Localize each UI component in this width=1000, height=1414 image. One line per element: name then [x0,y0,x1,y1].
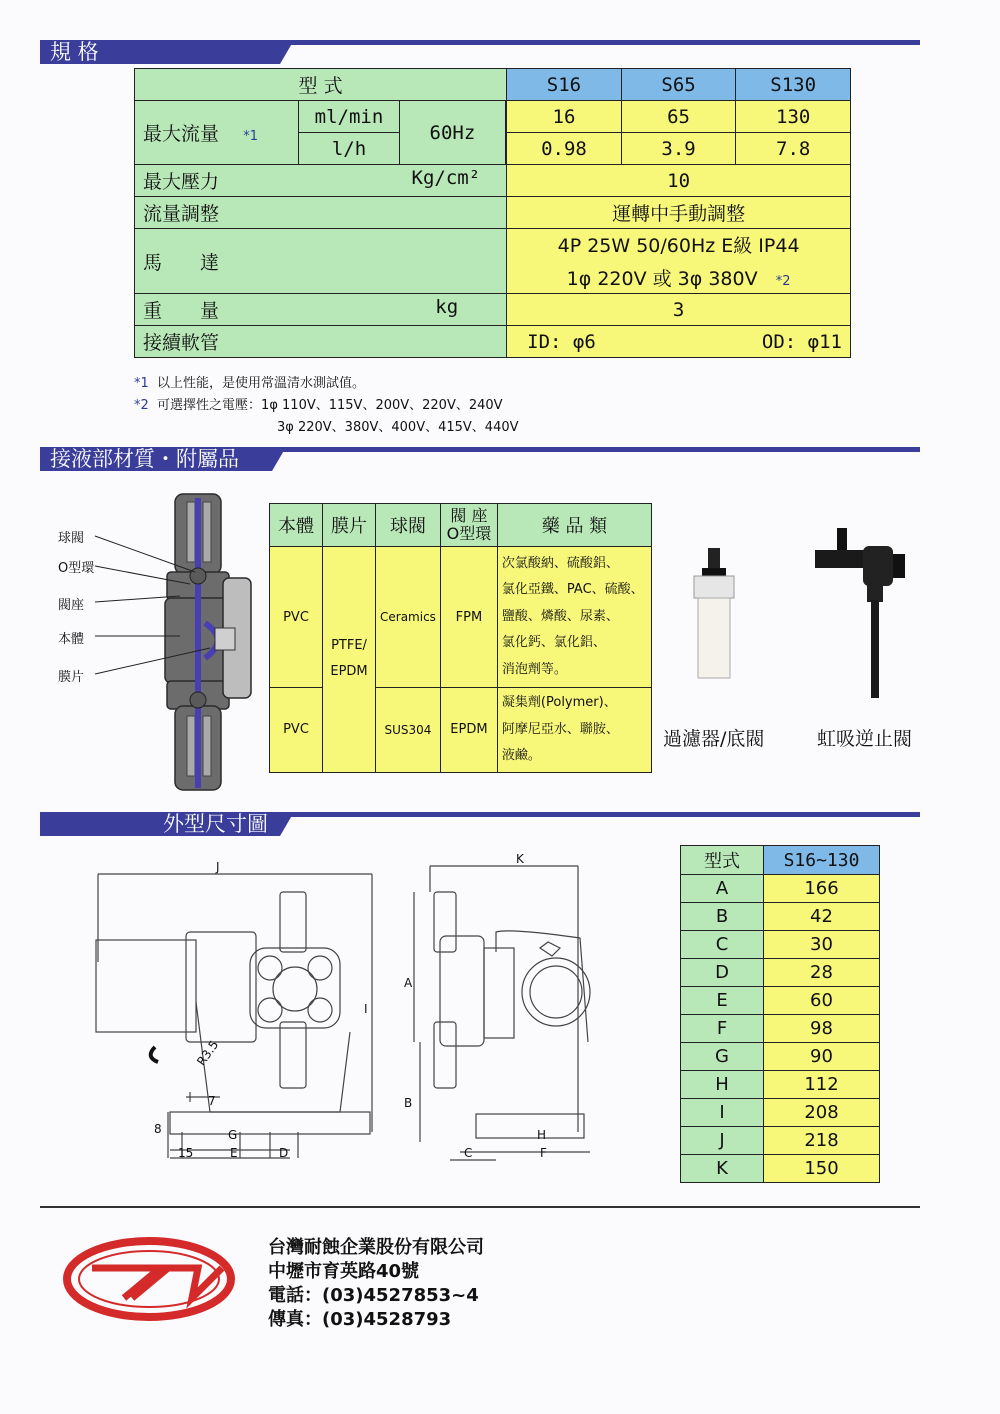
dim-val-a: 166 [764,875,880,903]
dim-val-f: 98 [764,1015,880,1043]
mat-header-body: 本體 [270,504,323,547]
mat-row2-seat: EPDM [440,688,497,773]
dim-key-j: J [681,1127,764,1155]
filter-foot-valve-label: 過濾器/底閥 [663,728,765,750]
pump-head-section-diagram [55,488,265,798]
dim-label-f: F [540,1146,547,1160]
flow-ml-s65: 65 [621,101,736,133]
company-logo [62,1236,236,1322]
dim-val-d: 28 [764,959,880,987]
note-1: *1 以上性能，是使用常溫清水測試值。 [134,376,366,391]
front-view-drawing [90,852,390,1172]
hose-od: OD: φ11 [761,330,842,353]
materials-table [269,503,652,773]
flow-l-s130: 7.8 [736,133,851,165]
model-s16: S16 [507,69,622,101]
dim-label-8: 8 [154,1122,162,1136]
diagram-label-diaphragm: 膜片 [58,670,85,685]
dim-label-i: I [364,1002,368,1016]
dim-label-c: C [464,1146,473,1160]
dim-val-e: 60 [764,987,880,1015]
dim-key-d: D [681,959,764,987]
adjust-label: 流量調整 [135,197,507,229]
spec-header-type: 型 式 [135,69,507,101]
company-phone: 電話：(03)4527853~4 [268,1285,479,1306]
mat-row2-chemicals: 凝集劑(Polymer)、 阿摩尼亞水、聯胺、 液鹼。 [497,688,651,773]
mat-diaphragm: PTFE/ EPDM [323,547,376,773]
filter-foot-valve-image [688,548,740,680]
dim-val-i: 208 [764,1099,880,1127]
dim-label-15: 15 [178,1146,194,1160]
hose-value [507,326,851,358]
dim-label-j: J [216,860,220,874]
footer-divider [40,1206,920,1208]
mat-row1-body: PVC [270,547,323,688]
diagram-label-body: 本體 [58,632,85,647]
dim-val-g: 90 [764,1043,880,1071]
motor-line1: 4P 25W 50/60Hz E級 IP44 [557,235,800,257]
dim-key-k: K [681,1155,764,1183]
dim-label-k: K [516,852,524,866]
adjust-value: 運轉中手動調整 [507,197,851,229]
dim-label-7: 7 [208,1094,216,1108]
dim-key-h: H [681,1071,764,1099]
freq: 60Hz [399,101,505,165]
dim-val-c: 30 [764,931,880,959]
dim-key-b: B [681,903,764,931]
dim-key-i: I [681,1099,764,1127]
dim-label-g: G [228,1128,238,1142]
flow-l-s16: 0.98 [507,133,622,165]
mat-header-diaphragm: 膜片 [323,504,376,547]
flow-l-s65: 3.9 [621,133,736,165]
diagram-label-ball-valve: 球閥 [58,531,85,546]
dim-key-e: E [681,987,764,1015]
dim-key-c: C [681,931,764,959]
company-fax: 傳真：(03)4528793 [268,1309,452,1330]
mat-header-ball: 球閥 [376,504,441,547]
dim-label-h: H [537,1128,547,1142]
hose-id: ID: φ6 [527,330,596,353]
pressure-row [135,165,507,197]
pressure-label: 最大壓力 [143,171,220,193]
hose-label: 接續軟管 [135,326,507,358]
weight-value: 3 [507,294,851,326]
dim-label-a: A [404,976,413,990]
note-2-line2: 3φ 220V、380V、400V、415V、440V [277,420,519,435]
mat-row2-ball: SUS304 [376,688,441,773]
flow-ml-s130: 130 [736,101,851,133]
section-title-dimensions: 外型尺寸圖 [40,812,280,836]
siphon-check-valve-label: 虹吸逆止閥 [817,728,913,750]
company-name: 台灣耐蝕企業股份有限公司 [268,1237,484,1258]
motor-value [507,229,851,294]
pressure-unit: Kg/cm² [411,167,481,189]
flow-ml-s16: 16 [507,101,622,133]
unit-lh: l/h [299,133,399,165]
dim-key-g: G [681,1043,764,1071]
model-s130: S130 [736,69,851,101]
weight-unit: kg [435,296,459,318]
dim-val-j: 218 [764,1127,880,1155]
section-title-spec: 規 格 [40,40,280,64]
dim-label-d: D [279,1146,289,1160]
motor-line2: 1φ 220V 或 3φ 380V *2 [566,268,791,290]
diagram-label-valve-seat: 閥座 [58,598,85,613]
dim-key-f: F [681,1015,764,1043]
mat-row1-chemicals: 次氯酸納、硫酸鋁、 氯化亞鐵、PAC、硫酸、 鹽酸、燐酸、尿素、 氯化鈣、氯化鋁、 消泡劑等。 [497,547,651,688]
spec-table [134,68,851,358]
weight-row [135,294,507,326]
diagram-label-o-ring: O型環 [58,561,95,576]
mat-header-seat: 閥 座 O型環 [440,504,497,547]
dim-header-type: 型式 [681,846,764,875]
motor-label: 馬 達 [135,229,507,294]
unit-mlmin: ml/min [299,101,399,133]
model-s65: S65 [621,69,736,101]
dim-label-r35: R3.5 [194,1037,222,1069]
company-address: 中壢市育英路40號 [268,1261,420,1282]
dim-key-a: A [681,875,764,903]
mat-header-chemicals: 藥 品 類 [497,504,651,547]
dim-label-b: B [404,1096,413,1110]
dim-val-h: 112 [764,1071,880,1099]
dim-val-k: 150 [764,1155,880,1183]
dim-val-b: 42 [764,903,880,931]
mat-row1-seat: FPM [440,547,497,688]
siphon-check-valve-image [813,528,913,700]
dimension-table [680,845,880,1183]
mat-row1-ball: Ceramics [376,547,441,688]
weight-label: 重 量 [143,300,220,322]
note-2: *2 可選擇性之電壓：1φ 110V、115V、200V、220V、240V [134,398,503,413]
mat-row2-body: PVC [270,688,323,773]
side-view-drawing [400,852,600,1172]
dim-header-model: S16~130 [764,846,880,875]
dim-label-e: E [230,1146,238,1160]
flow-label: 最大流量 *1 [135,101,299,165]
pressure-value: 10 [507,165,851,197]
section-title-materials: 接液部材質・附屬品 [40,447,272,471]
